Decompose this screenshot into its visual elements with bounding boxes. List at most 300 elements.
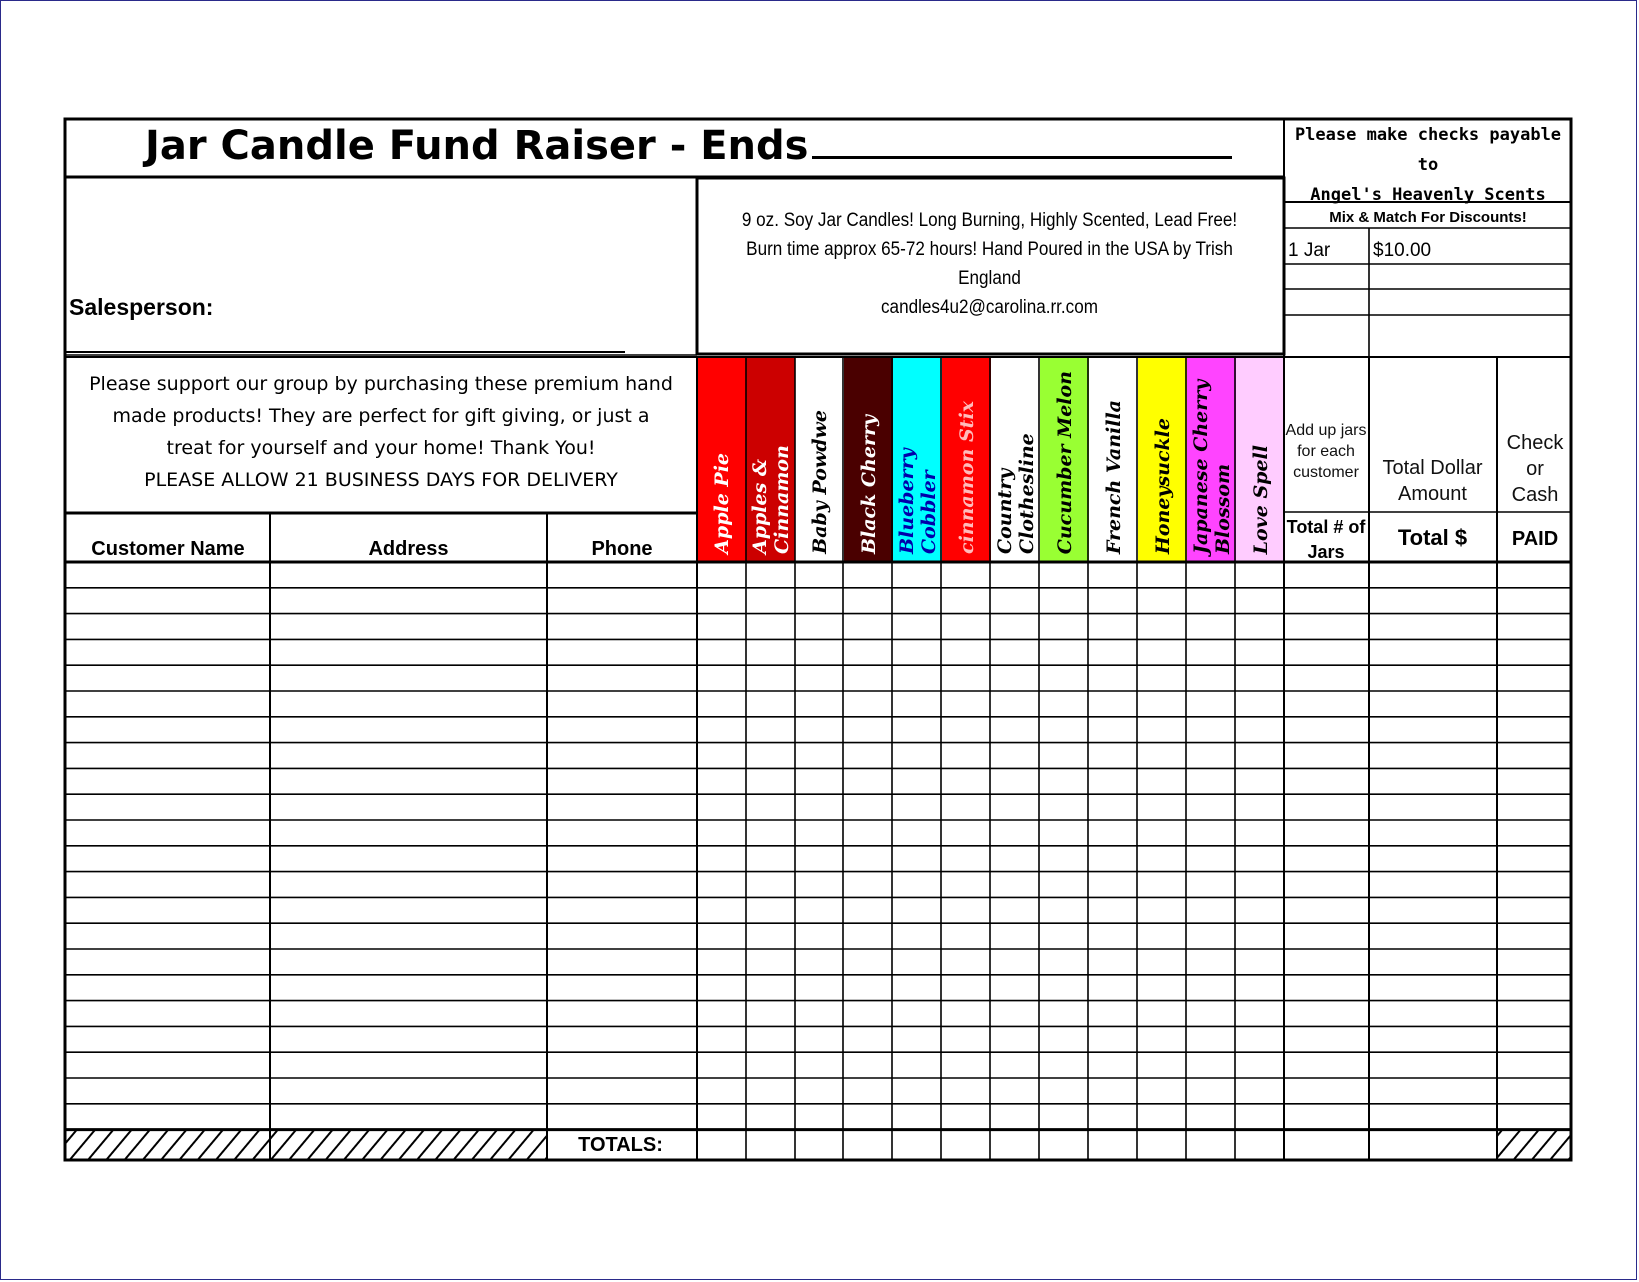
order-cell[interactable]: [697, 639, 746, 665]
order-cell[interactable]: [1186, 1001, 1235, 1027]
totals-cell[interactable]: [1039, 1130, 1088, 1160]
order-cell[interactable]: [1497, 639, 1571, 665]
order-cell[interactable]: [697, 975, 746, 1001]
order-cell[interactable]: [1235, 923, 1284, 949]
order-cell[interactable]: [1497, 1052, 1571, 1078]
order-cell[interactable]: [697, 923, 746, 949]
order-cell[interactable]: [547, 1052, 697, 1078]
totals-cell[interactable]: [1369, 1130, 1497, 1160]
order-cell[interactable]: [746, 1104, 795, 1130]
order-cell[interactable]: [746, 923, 795, 949]
order-cell[interactable]: [892, 691, 941, 717]
order-cell[interactable]: [746, 1052, 795, 1078]
order-cell[interactable]: [746, 743, 795, 769]
order-cell[interactable]: [843, 872, 892, 898]
order-cell[interactable]: [990, 975, 1039, 1001]
order-cell[interactable]: [746, 768, 795, 794]
order-cell[interactable]: [1137, 820, 1186, 846]
order-cell[interactable]: [1088, 639, 1137, 665]
order-cell[interactable]: [746, 1026, 795, 1052]
order-cell[interactable]: [1039, 975, 1088, 1001]
order-cell[interactable]: [697, 743, 746, 769]
order-cell[interactable]: [1369, 1078, 1497, 1104]
order-cell[interactable]: [1088, 897, 1137, 923]
order-cell[interactable]: [1235, 665, 1284, 691]
order-cell[interactable]: [697, 1026, 746, 1052]
order-cell[interactable]: [1284, 1001, 1369, 1027]
order-cell[interactable]: [1497, 562, 1571, 588]
order-cell[interactable]: [270, 743, 547, 769]
order-cell[interactable]: [1369, 639, 1497, 665]
order-cell[interactable]: [892, 794, 941, 820]
order-cell[interactable]: [1137, 665, 1186, 691]
order-cell[interactable]: [1497, 1078, 1571, 1104]
order-cell[interactable]: [270, 897, 547, 923]
order-cell[interactable]: [1088, 846, 1137, 872]
order-cell[interactable]: [941, 691, 990, 717]
order-cell[interactable]: [990, 897, 1039, 923]
order-cell[interactable]: [1235, 639, 1284, 665]
order-cell[interactable]: [1088, 665, 1137, 691]
order-cell[interactable]: [795, 614, 843, 640]
order-cell[interactable]: [892, 923, 941, 949]
order-cell[interactable]: [1497, 794, 1571, 820]
order-cell[interactable]: [270, 562, 547, 588]
order-cell[interactable]: [547, 717, 697, 743]
order-cell[interactable]: [843, 1052, 892, 1078]
order-cell[interactable]: [1186, 639, 1235, 665]
order-cell[interactable]: [65, 588, 270, 614]
order-cell[interactable]: [795, 949, 843, 975]
order-cell[interactable]: [1088, 1026, 1137, 1052]
order-cell[interactable]: [892, 846, 941, 872]
order-cell[interactable]: [1186, 794, 1235, 820]
order-cell[interactable]: [1088, 794, 1137, 820]
order-cell[interactable]: [746, 1078, 795, 1104]
order-cell[interactable]: [1497, 1104, 1571, 1130]
order-cell[interactable]: [843, 949, 892, 975]
order-cell[interactable]: [1039, 1001, 1088, 1027]
order-cell[interactable]: [1497, 975, 1571, 1001]
order-cell[interactable]: [1137, 639, 1186, 665]
order-cell[interactable]: [1497, 949, 1571, 975]
order-cell[interactable]: [1186, 846, 1235, 872]
order-cell[interactable]: [1186, 897, 1235, 923]
order-cell[interactable]: [65, 1104, 270, 1130]
totals-cell[interactable]: [843, 1130, 892, 1160]
order-cell[interactable]: [892, 743, 941, 769]
order-cell[interactable]: [1088, 614, 1137, 640]
order-cell[interactable]: [843, 1026, 892, 1052]
order-cell[interactable]: [270, 1104, 547, 1130]
order-cell[interactable]: [843, 794, 892, 820]
order-cell[interactable]: [843, 614, 892, 640]
order-cell[interactable]: [1088, 717, 1137, 743]
order-cell[interactable]: [1186, 768, 1235, 794]
order-cell[interactable]: [1088, 820, 1137, 846]
order-cell[interactable]: [892, 588, 941, 614]
order-cell[interactable]: [1369, 691, 1497, 717]
order-cell[interactable]: [547, 820, 697, 846]
order-cell[interactable]: [1039, 872, 1088, 898]
order-cell[interactable]: [547, 846, 697, 872]
order-cell[interactable]: [1235, 1078, 1284, 1104]
order-cell[interactable]: [746, 691, 795, 717]
order-cell[interactable]: [65, 614, 270, 640]
order-cell[interactable]: [65, 1052, 270, 1078]
totals-cell[interactable]: [1284, 1130, 1369, 1160]
order-cell[interactable]: [270, 665, 547, 691]
order-cell[interactable]: [1137, 1104, 1186, 1130]
order-cell[interactable]: [1039, 588, 1088, 614]
order-cell[interactable]: [1137, 794, 1186, 820]
order-cell[interactable]: [795, 794, 843, 820]
order-cell[interactable]: [990, 562, 1039, 588]
order-cell[interactable]: [1186, 665, 1235, 691]
order-cell[interactable]: [892, 897, 941, 923]
order-cell[interactable]: [843, 820, 892, 846]
order-cell[interactable]: [746, 614, 795, 640]
order-cell[interactable]: [843, 743, 892, 769]
order-cell[interactable]: [795, 562, 843, 588]
order-cell[interactable]: [1186, 1104, 1235, 1130]
order-cell[interactable]: [892, 639, 941, 665]
order-cell[interactable]: [1497, 665, 1571, 691]
order-cell[interactable]: [547, 588, 697, 614]
order-cell[interactable]: [270, 923, 547, 949]
order-cell[interactable]: [1088, 872, 1137, 898]
order-cell[interactable]: [1284, 588, 1369, 614]
order-cell[interactable]: [1137, 872, 1186, 898]
order-cell[interactable]: [990, 923, 1039, 949]
order-cell[interactable]: [1186, 1078, 1235, 1104]
order-cell[interactable]: [547, 794, 697, 820]
order-cell[interactable]: [697, 717, 746, 743]
order-cell[interactable]: [1235, 872, 1284, 898]
order-cell[interactable]: [1369, 1001, 1497, 1027]
order-cell[interactable]: [990, 794, 1039, 820]
order-cell[interactable]: [746, 897, 795, 923]
order-cell[interactable]: [892, 562, 941, 588]
order-cell[interactable]: [843, 1001, 892, 1027]
order-cell[interactable]: [547, 975, 697, 1001]
order-cell[interactable]: [1186, 588, 1235, 614]
order-cell[interactable]: [990, 1052, 1039, 1078]
order-cell[interactable]: [1039, 949, 1088, 975]
order-cell[interactable]: [1369, 897, 1497, 923]
order-cell[interactable]: [843, 665, 892, 691]
order-cell[interactable]: [1039, 639, 1088, 665]
order-cell[interactable]: [1369, 1052, 1497, 1078]
order-cell[interactable]: [697, 949, 746, 975]
order-cell[interactable]: [1137, 949, 1186, 975]
order-cell[interactable]: [892, 949, 941, 975]
order-cell[interactable]: [1039, 743, 1088, 769]
order-cell[interactable]: [1235, 1001, 1284, 1027]
order-cell[interactable]: [1235, 975, 1284, 1001]
order-cell[interactable]: [547, 897, 697, 923]
order-cell[interactable]: [697, 872, 746, 898]
order-cell[interactable]: [892, 975, 941, 1001]
order-cell[interactable]: [892, 1026, 941, 1052]
order-cell[interactable]: [65, 1001, 270, 1027]
order-cell[interactable]: [547, 665, 697, 691]
order-cell[interactable]: [1235, 820, 1284, 846]
order-cell[interactable]: [1497, 691, 1571, 717]
order-cell[interactable]: [843, 588, 892, 614]
order-cell[interactable]: [547, 639, 697, 665]
order-cell[interactable]: [1137, 897, 1186, 923]
order-cell[interactable]: [1497, 768, 1571, 794]
order-cell[interactable]: [843, 897, 892, 923]
order-cell[interactable]: [1186, 1026, 1235, 1052]
order-cell[interactable]: [270, 691, 547, 717]
totals-cell[interactable]: [1235, 1130, 1284, 1160]
order-cell[interactable]: [1088, 975, 1137, 1001]
order-cell[interactable]: [892, 872, 941, 898]
order-cell[interactable]: [1088, 562, 1137, 588]
order-cell[interactable]: [1284, 1026, 1369, 1052]
order-cell[interactable]: [795, 639, 843, 665]
order-cell[interactable]: [65, 717, 270, 743]
order-cell[interactable]: [1039, 846, 1088, 872]
order-cell[interactable]: [1137, 1078, 1186, 1104]
order-cell[interactable]: [1235, 1026, 1284, 1052]
order-cell[interactable]: [990, 717, 1039, 743]
order-cell[interactable]: [1497, 923, 1571, 949]
order-cell[interactable]: [65, 562, 270, 588]
order-cell[interactable]: [1284, 768, 1369, 794]
order-cell[interactable]: [270, 1052, 547, 1078]
order-cell[interactable]: [746, 665, 795, 691]
order-cell[interactable]: [1284, 743, 1369, 769]
order-cell[interactable]: [795, 1026, 843, 1052]
order-cell[interactable]: [65, 975, 270, 1001]
order-cell[interactable]: [843, 717, 892, 743]
order-cell[interactable]: [65, 743, 270, 769]
order-cell[interactable]: [892, 1078, 941, 1104]
order-cell[interactable]: [697, 897, 746, 923]
order-cell[interactable]: [547, 614, 697, 640]
order-cell[interactable]: [1284, 846, 1369, 872]
order-cell[interactable]: [941, 1104, 990, 1130]
order-cell[interactable]: [941, 588, 990, 614]
order-cell[interactable]: [1369, 820, 1497, 846]
order-cell[interactable]: [990, 949, 1039, 975]
order-cell[interactable]: [1235, 691, 1284, 717]
order-cell[interactable]: [795, 846, 843, 872]
order-cell[interactable]: [1088, 923, 1137, 949]
order-cell[interactable]: [795, 717, 843, 743]
order-cell[interactable]: [1497, 1026, 1571, 1052]
order-cell[interactable]: [990, 614, 1039, 640]
order-cell[interactable]: [1284, 614, 1369, 640]
order-cell[interactable]: [1137, 743, 1186, 769]
order-cell[interactable]: [1039, 1052, 1088, 1078]
order-cell[interactable]: [990, 1026, 1039, 1052]
order-cell[interactable]: [1186, 614, 1235, 640]
order-cell[interactable]: [795, 743, 843, 769]
order-cell[interactable]: [843, 923, 892, 949]
order-cell[interactable]: [1186, 691, 1235, 717]
order-cell[interactable]: [892, 1001, 941, 1027]
order-cell[interactable]: [746, 949, 795, 975]
order-cell[interactable]: [270, 614, 547, 640]
order-cell[interactable]: [746, 975, 795, 1001]
order-cell[interactable]: [270, 588, 547, 614]
order-cell[interactable]: [1369, 665, 1497, 691]
order-cell[interactable]: [892, 1104, 941, 1130]
order-cell[interactable]: [941, 562, 990, 588]
order-cell[interactable]: [1088, 1001, 1137, 1027]
order-cell[interactable]: [1284, 897, 1369, 923]
order-cell[interactable]: [1369, 614, 1497, 640]
order-cell[interactable]: [1039, 1078, 1088, 1104]
order-cell[interactable]: [941, 820, 990, 846]
totals-cell[interactable]: [697, 1130, 746, 1160]
order-cell[interactable]: [1186, 743, 1235, 769]
order-cell[interactable]: [941, 743, 990, 769]
order-cell[interactable]: [65, 794, 270, 820]
order-cell[interactable]: [65, 639, 270, 665]
order-cell[interactable]: [547, 562, 697, 588]
order-cell[interactable]: [1284, 923, 1369, 949]
order-cell[interactable]: [795, 768, 843, 794]
order-cell[interactable]: [1369, 1026, 1497, 1052]
order-cell[interactable]: [941, 1026, 990, 1052]
order-cell[interactable]: [1369, 923, 1497, 949]
order-cell[interactable]: [1497, 588, 1571, 614]
order-cell[interactable]: [843, 1104, 892, 1130]
order-cell[interactable]: [795, 1001, 843, 1027]
order-cell[interactable]: [1497, 717, 1571, 743]
order-cell[interactable]: [990, 872, 1039, 898]
order-cell[interactable]: [1369, 975, 1497, 1001]
order-cell[interactable]: [1039, 897, 1088, 923]
order-cell[interactable]: [697, 588, 746, 614]
order-cell[interactable]: [1039, 1104, 1088, 1130]
order-cell[interactable]: [746, 820, 795, 846]
order-cell[interactable]: [746, 562, 795, 588]
order-cell[interactable]: [547, 1078, 697, 1104]
order-cell[interactable]: [1497, 897, 1571, 923]
order-cell[interactable]: [1497, 1001, 1571, 1027]
order-cell[interactable]: [990, 1078, 1039, 1104]
order-cell[interactable]: [892, 768, 941, 794]
totals-cell[interactable]: [1186, 1130, 1235, 1160]
order-cell[interactable]: [1369, 1104, 1497, 1130]
order-cell[interactable]: [990, 665, 1039, 691]
order-cell[interactable]: [1088, 1104, 1137, 1130]
order-cell[interactable]: [892, 1052, 941, 1078]
order-cell[interactable]: [941, 949, 990, 975]
order-cell[interactable]: [795, 1052, 843, 1078]
order-cell[interactable]: [270, 820, 547, 846]
order-cell[interactable]: [990, 846, 1039, 872]
order-cell[interactable]: [65, 949, 270, 975]
order-cell[interactable]: [270, 872, 547, 898]
order-cell[interactable]: [1088, 768, 1137, 794]
order-cell[interactable]: [547, 923, 697, 949]
order-cell[interactable]: [1235, 897, 1284, 923]
order-cell[interactable]: [941, 1001, 990, 1027]
order-cell[interactable]: [1137, 1052, 1186, 1078]
order-cell[interactable]: [1088, 743, 1137, 769]
order-cell[interactable]: [1497, 846, 1571, 872]
order-cell[interactable]: [941, 768, 990, 794]
order-cell[interactable]: [746, 717, 795, 743]
order-cell[interactable]: [990, 768, 1039, 794]
totals-cell[interactable]: [941, 1130, 990, 1160]
order-cell[interactable]: [941, 846, 990, 872]
order-cell[interactable]: [1284, 820, 1369, 846]
order-cell[interactable]: [795, 1078, 843, 1104]
order-cell[interactable]: [1235, 562, 1284, 588]
order-cell[interactable]: [1235, 614, 1284, 640]
order-cell[interactable]: [1497, 872, 1571, 898]
order-cell[interactable]: [697, 691, 746, 717]
order-cell[interactable]: [270, 1001, 547, 1027]
order-cell[interactable]: [270, 639, 547, 665]
order-cell[interactable]: [892, 820, 941, 846]
order-cell[interactable]: [941, 794, 990, 820]
order-cell[interactable]: [746, 639, 795, 665]
order-cell[interactable]: [1284, 639, 1369, 665]
order-cell[interactable]: [65, 923, 270, 949]
order-cell[interactable]: [1039, 691, 1088, 717]
order-cell[interactable]: [1369, 588, 1497, 614]
order-cell[interactable]: [697, 614, 746, 640]
order-cell[interactable]: [1039, 717, 1088, 743]
order-cell[interactable]: [746, 846, 795, 872]
order-cell[interactable]: [795, 975, 843, 1001]
order-cell[interactable]: [65, 665, 270, 691]
order-cell[interactable]: [1284, 562, 1369, 588]
order-cell[interactable]: [1137, 1026, 1186, 1052]
order-cell[interactable]: [941, 923, 990, 949]
order-cell[interactable]: [843, 1078, 892, 1104]
order-cell[interactable]: [1186, 949, 1235, 975]
order-cell[interactable]: [697, 562, 746, 588]
order-cell[interactable]: [795, 1104, 843, 1130]
order-cell[interactable]: [1137, 691, 1186, 717]
order-cell[interactable]: [1039, 923, 1088, 949]
order-cell[interactable]: [270, 949, 547, 975]
order-cell[interactable]: [1039, 665, 1088, 691]
order-cell[interactable]: [746, 1001, 795, 1027]
order-cell[interactable]: [65, 768, 270, 794]
order-cell[interactable]: [1235, 846, 1284, 872]
order-cell[interactable]: [1284, 691, 1369, 717]
order-cell[interactable]: [1088, 1052, 1137, 1078]
order-cell[interactable]: [1369, 717, 1497, 743]
totals-cell[interactable]: [1088, 1130, 1137, 1160]
order-cell[interactable]: [1235, 949, 1284, 975]
order-cell[interactable]: [990, 820, 1039, 846]
order-cell[interactable]: [1369, 846, 1497, 872]
order-cell[interactable]: [697, 820, 746, 846]
order-cell[interactable]: [270, 975, 547, 1001]
order-cell[interactable]: [941, 717, 990, 743]
order-cell[interactable]: [547, 872, 697, 898]
order-cell[interactable]: [697, 846, 746, 872]
order-cell[interactable]: [746, 872, 795, 898]
order-cell[interactable]: [746, 794, 795, 820]
order-cell[interactable]: [795, 665, 843, 691]
order-cell[interactable]: [1039, 820, 1088, 846]
order-cell[interactable]: [990, 743, 1039, 769]
order-cell[interactable]: [1088, 691, 1137, 717]
